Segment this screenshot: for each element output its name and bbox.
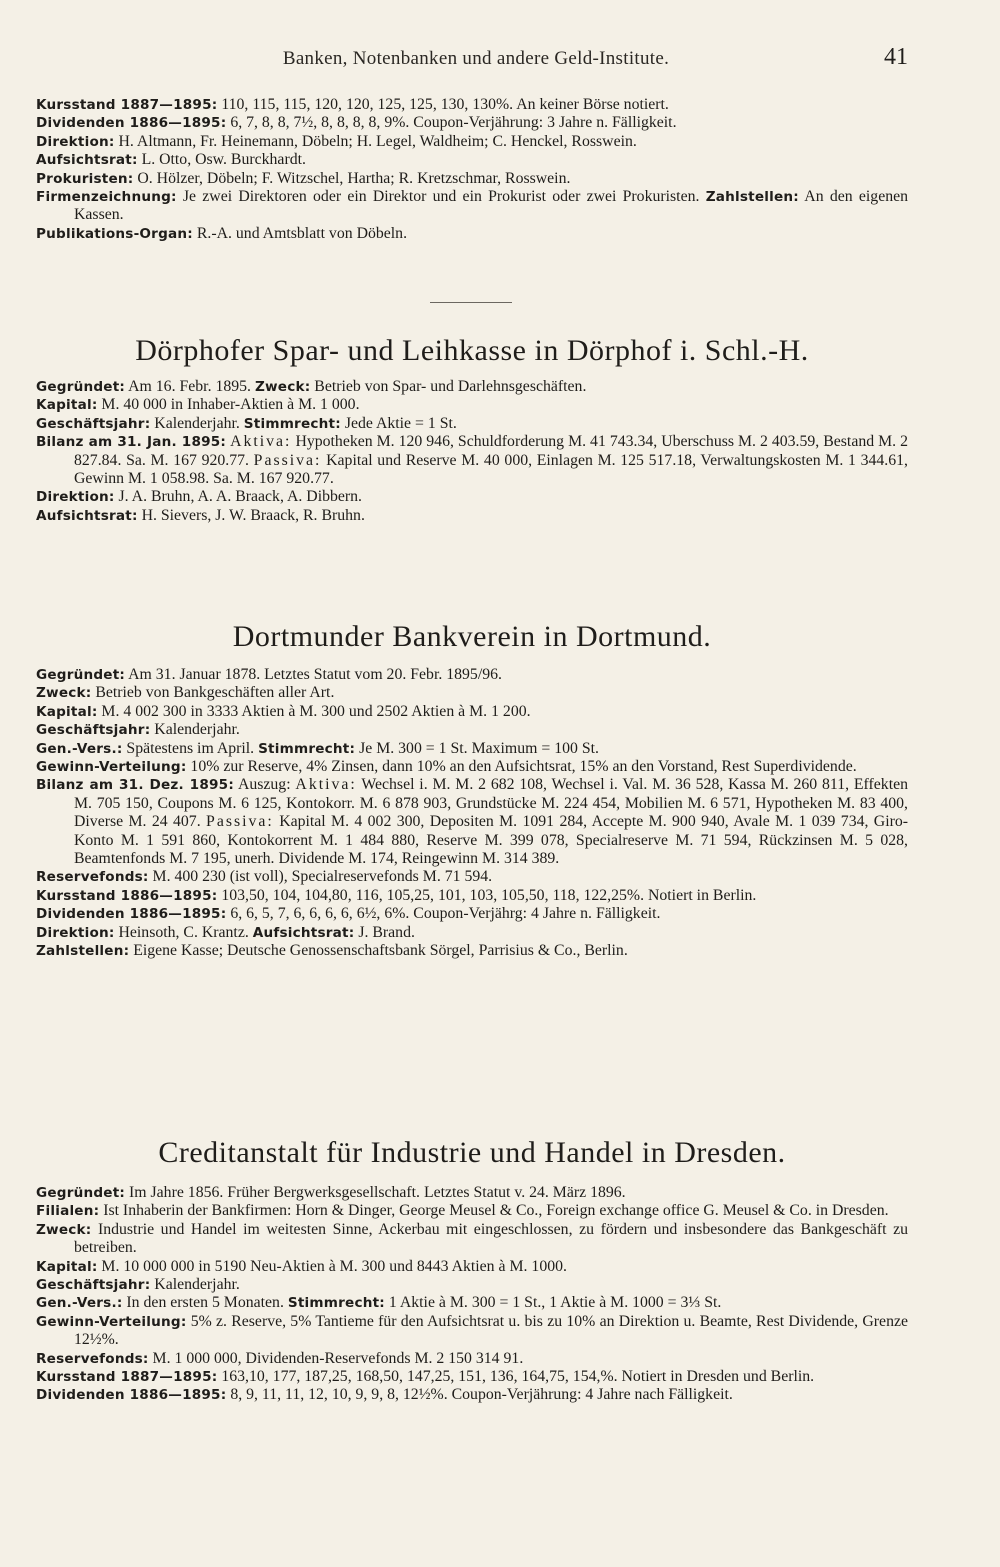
field-label: Gegründet: [36,667,126,683]
field-text: Kapital und Reserve M. 40 000, Einlagen M. 125 517.18, Verwaltungskosten M. 1 344.61, Gewinn M. 1 058.98. Sa. M. 167 920.77. [74,451,908,488]
field-text: Kalenderjahr. [154,1276,240,1294]
entry-line [36,96,908,114]
field-label: Aufsichtsrat: [36,507,138,524]
running-head: Banken, Notenbanken und andere Geld-Institute. [282,48,670,69]
field-subheading: Aktiva: [295,776,357,794]
entry-line [36,225,908,243]
field-text: Hypotheken M. 120 946, Schuldforderung M. 41 743.34, Uberschuss M. 2 403.59, Bestand M. 2 827.84. Sa. M. 167 920.77. [74,433,908,469]
entry-line [36,1386,908,1404]
field-label: Aufsichtsrat: [252,924,355,941]
section-title: Creditanstalt für Industrie und Handel in Dresden. [158,1136,786,1169]
field-text: J. A. Bruhn, A. A. Braack, A. Dibbern. [118,488,363,506]
field-text: Wechsel i. M. M. 2 682 108, Wechsel i. Val. M. 36 528, Kassa M. 260 811, Effekten M. 705 150, Coupons M. 6 125, Kontokorr. M. 6 878 903, Grundstücke M. 224 454, Mobilien M. 6 571, Hypotheken M. 83 400, Diverse M. 24 407. [74,776,908,831]
entry-line [36,433,908,488]
entry-line [36,1202,908,1220]
entry-line [36,887,908,905]
field-text: Kalenderjahr. [154,414,240,432]
field-text: Betrieb von Spar- und Darlehnsgeschäften. [314,378,587,395]
field-text: M. 400 230 (ist voll), Specialreservefonds M. 71 594. [152,868,493,886]
field-label: Gegründet: [36,379,126,395]
entry-line [36,1368,908,1386]
section-title: Dörphofer Spar- und Leihkasse in Dörphof i. Schl.-H. [135,334,809,367]
field-text: O. Hölzer, Döbeln; F. Witzschel, Hartha; R. Kretzschmar, Rosswein. [137,169,571,187]
field-text: 1 Aktie à M. 300 = 1 St., 1 Aktie à M. 1000 = 3⅓ St. [388,1294,722,1312]
field-subheading: Passiva: [206,813,274,831]
section-title: Dortmunder Bankverein in Dortmund. [232,620,712,653]
field-label: Kursstand 1887—1895: [36,97,218,113]
section-body [36,378,908,525]
entry-line [36,378,908,396]
field-label: Gegründet: [36,1185,126,1201]
field-label: Stimmrecht: [258,740,356,757]
field-label: Firmenzeichnung: [36,189,177,206]
entry-line [36,942,908,960]
entry-line [36,1276,908,1294]
field-text: Jede Aktie = 1 St. [344,414,457,432]
field-label: Aufsichtsrat: [36,152,138,169]
field-text: Je zwei Direktoren oder ein Direktor und ein Prokurist oder zwei Prokuristen. [182,188,700,206]
entry-line [36,188,908,225]
entry-line [36,1221,908,1258]
field-label: Filialen: [36,1203,100,1220]
entry-line [36,740,908,758]
entry-line [36,488,908,506]
field-text: Je M. 300 = 1 St. Maximum = 100 St. [359,739,599,757]
field-text: Heinsoth, C. Krantz. [118,923,249,941]
entry-line [36,905,908,923]
field-text: In den ersten 5 Monaten. [126,1294,284,1312]
field-label: Reservefonds: [36,869,149,886]
field-label: Geschäftsjahr: [36,722,151,739]
field-label: Publikations-Organ: [36,225,193,242]
entry-line [36,170,908,188]
field-label: Zahlstellen: [36,943,130,960]
field-label: Gewinn-Verteilung: [36,1313,187,1330]
field-label: Zahlstellen: [705,189,799,206]
entry-line [36,721,908,739]
field-text: 6, 6, 5, 7, 6, 6, 6, 6, 6½, 6%. Coupon-Verjährg: 4 Jahre n. Fälligkeit. [230,905,661,923]
entry-line [36,666,908,684]
entry-line [36,133,908,151]
field-label: Direktion: [36,489,115,506]
field-text: M. 1 000 000, Dividenden-Reservefonds M. 2 150 314 91. [152,1349,524,1367]
entry-line [36,1313,908,1350]
field-text: Kalenderjahr. [154,721,240,739]
field-label: Bilanz am 31. Dez. 1895: [36,777,234,794]
field-text: 163,10, 177, 187,25, 168,50, 147,25, 151, 136, 164,75, 154,%. Notiert in Dresden und Berlin. [221,1368,815,1386]
page-number: 41 [884,44,908,70]
entry-line [36,924,908,942]
field-label: Bilanz am 31. Jan. 1895: [36,434,227,451]
field-label: Zweck: [254,379,311,395]
entry-line [36,151,908,169]
field-text: Auszug: [237,776,291,794]
entry-line [36,1258,908,1276]
field-label: Kapital: [36,397,98,414]
entry-line [36,1350,908,1368]
entry-line [36,114,908,132]
entry-line [36,396,908,414]
entry-line [36,758,908,776]
field-text: An den eigenen Kassen. [74,188,909,224]
field-label: Zweck: [36,685,92,702]
field-text: Im Jahre 1856. Früher Bergwerksgesellschaft. Letztes Statut v. 24. März 1896. [129,1184,626,1201]
field-text: Betrieb von Bankgeschäften aller Art. [95,684,335,702]
field-text: 8, 9, 11, 11, 12, 10, 9, 9, 8, 12½%. Coupon-Verjährung: 4 Jahre nach Fälligkeit. [230,1386,733,1404]
entry-line [36,684,908,702]
field-text: 110, 115, 115, 120, 120, 125, 125, 130, 130%. An keiner Börse notiert. [221,96,669,113]
field-text: Spätestens im April. [126,739,255,757]
entry-line [36,415,908,433]
field-text: Ist Inhaberin der Bankfirmen: Horn & Dinger, George Meusel & Co., Foreign exchange office G. Meusel & Co. in Dresden. [103,1202,889,1220]
field-text: 103,50, 104, 104,80, 116, 105,25, 101, 103, 105,50, 118, 122,25%. Notiert in Berlin. [221,886,757,904]
field-label: Kapital: [36,703,98,720]
field-text: M. 10 000 000 in 5190 Neu-Aktien à M. 300 und 8443 Aktien à M. 1000. [101,1257,567,1275]
section-body [36,666,908,961]
field-label: Kapital: [36,1258,98,1275]
field-label: Direktion: [36,133,115,150]
field-label: Geschäftsjahr: [36,415,151,432]
field-label: Kursstand 1886—1895: [36,887,218,904]
field-label: Prokuristen: [36,170,134,187]
field-label: Dividenden 1886—1895: [36,906,227,923]
field-text: H. Altmann, Fr. Heinemann, Döbeln; H. Legel, Waldheim; C. Henckel, Rosswein. [118,132,637,150]
field-text: M. 4 002 300 in 3333 Aktien à M. 300 und 2502 Aktien à M. 1 200. [101,702,531,720]
field-text: 6, 7, 8, 8, 7½, 8, 8, 8, 8, 9%. Coupon-Verjährung: 3 Jahre n. Fälligkeit. [230,114,677,132]
field-label: Stimmrecht: [243,415,341,432]
entry-line [36,1294,908,1312]
field-text: Am 16. Febr. 1895. [128,378,252,395]
field-text: 5% z. Reserve, 5% Tantieme für den Aufsichtsrat u. bis zu 10% an Direktion u. Beamte, Rest Dividende, Grenze 12½%. [74,1312,908,1349]
field-text: Kapital M. 4 002 300, Depositen M. 1091 284, Accepte M. 900 940, Avale M. 1 039 734, Giro-Konto M. 1 591 860, Kontokorrent M. 1 484 880, Reserve M. 399 078, Specialreserve M. 71 594, Rückzinsen M. 5 028, Beamtenfonds M. 7 195, unerh. Dividende M. 174, Reingewinn M. 314 389. [74,813,909,868]
section-divider [430,302,512,303]
field-label: Reservefonds: [36,1350,149,1367]
field-label: Gen.-Vers.: [36,740,123,757]
field-label: Dividenden 1886—1895: [36,1387,227,1404]
field-label: Dividenden 1886—1895: [36,115,227,132]
entry-line [36,776,908,868]
previous-entry-continuation [36,96,908,243]
field-label: Zweck: [36,1221,92,1238]
field-label: Gen.-Vers.: [36,1295,123,1312]
field-text: Am 31. Januar 1878. Letztes Statut vom 20. Febr. 1895/96. [128,666,502,683]
field-text: Industrie und Handel im weitesten Sinne, Ackerbau mit eingeschlossen, zu fördern und insbesondere das Bankgeschäft zu betreiben. [74,1220,908,1257]
field-subheading: Aktiva: [230,433,292,451]
field-label: Gewinn-Verteilung: [36,759,187,776]
field-label: Kursstand 1887—1895: [36,1369,218,1386]
field-text: H. Sievers, J. W. Braack, R. Bruhn. [141,506,365,524]
entry-line [36,703,908,721]
field-text: Eigene Kasse; Deutsche Genossenschaftsbank Sörgel, Parrisius & Co., Berlin. [133,942,628,960]
field-text: L. Otto, Osw. Burckhardt. [141,151,306,169]
field-text: J. Brand. [358,923,415,941]
entry-line [36,868,908,886]
field-label: Geschäftsjahr: [36,1277,151,1294]
entry-line [36,1184,908,1202]
field-subheading: Passiva: [253,451,322,469]
field-label: Direktion: [36,924,115,941]
section-body [36,1184,908,1405]
field-label: Stimmrecht: [287,1295,385,1312]
entry-line [36,507,908,525]
field-text: 10% zur Reserve, 4% Zinsen, dann 10% an den Aufsichtsrat, 15% an den Vorstand, Rest Superdividende. [190,758,857,776]
field-text: M. 40 000 in Inhaber-Aktien à M. 1 000. [101,396,360,414]
field-text: R.-A. und Amtsblatt von Döbeln. [196,224,408,242]
